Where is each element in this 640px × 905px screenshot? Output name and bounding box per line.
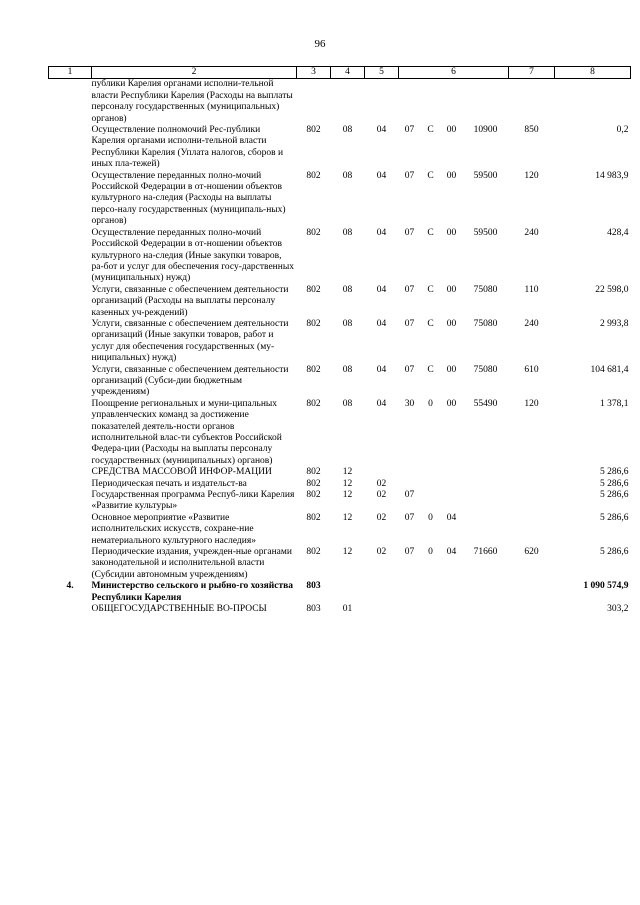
header-cell: 1	[49, 67, 92, 79]
row-number	[49, 513, 92, 547]
subprogram-code	[421, 604, 441, 615]
row-number	[49, 228, 92, 285]
subsection-code: 02	[376, 547, 387, 558]
expense-type-code	[509, 479, 555, 490]
subsection-code: 02	[376, 490, 387, 501]
section-code	[331, 581, 365, 604]
section-code: 08	[342, 398, 353, 409]
expense-type-code	[509, 467, 555, 478]
section-code: 08	[342, 284, 353, 295]
row-number	[49, 490, 92, 513]
table-row	[49, 228, 631, 285]
subsection-code: 04	[376, 318, 387, 329]
section-code: 12	[342, 512, 353, 523]
subsection-code: 04	[376, 227, 387, 238]
program-code: 07	[404, 125, 415, 136]
direction-code: 59500	[473, 170, 498, 181]
table-row	[49, 490, 631, 513]
program-code: 07	[404, 170, 415, 181]
expense-type-code: 850	[524, 125, 539, 136]
table-row	[49, 467, 631, 478]
subprogram-code: 0	[428, 512, 433, 523]
table-row	[49, 125, 631, 171]
table-row	[49, 365, 631, 399]
row-name: ОБЩЕГОСУДАРСТВЕННЫЕ ВО-ПРОСЫ	[91, 604, 267, 615]
direction-code	[463, 467, 509, 478]
header-row	[49, 67, 631, 79]
row-number	[49, 479, 92, 490]
amount: 428,4	[607, 227, 629, 238]
expense-type-code	[509, 79, 555, 125]
expense-type-code	[509, 604, 555, 615]
direction-code	[463, 79, 509, 125]
row-number	[49, 171, 92, 228]
row-number	[49, 467, 92, 478]
program-code	[399, 581, 421, 604]
section-code: 01	[342, 604, 353, 615]
row-name: Поощрение региональных и муни-ципальных управленческих команд за достижение показателей деятель-ности органов исполнительной влас-ти субъектов Российской Федера-ции (Расходы на выплаты персоналу государственных (муниципальных) органов)	[91, 398, 282, 466]
row-number	[49, 125, 92, 171]
section-code: 12	[342, 467, 353, 478]
row-name: Услуги, связанные с обеспечением деятельности организаций (Расходы на выплаты персоналу казенных уч-реждений)	[91, 284, 289, 318]
row-number	[49, 399, 92, 467]
table-row	[49, 285, 631, 319]
program-code: 07	[404, 227, 415, 238]
header-cell: 5	[365, 67, 399, 79]
admin-code: 802	[306, 398, 321, 409]
amount	[555, 79, 631, 125]
expense-type-code: 120	[524, 398, 539, 409]
header-cell: 6	[399, 67, 509, 79]
program-code: 07	[404, 284, 415, 295]
amount: 303,2	[607, 604, 629, 615]
program-code: 30	[404, 398, 415, 409]
activity-code	[441, 490, 463, 513]
row-number	[49, 319, 92, 365]
subprogram-code: С	[427, 364, 434, 375]
section-code: 08	[342, 364, 353, 375]
direction-code: 55490	[473, 398, 498, 409]
expense-type-code	[509, 513, 555, 547]
amount: 5 286,6	[600, 490, 629, 501]
section-code	[331, 79, 365, 125]
subprogram-code	[421, 581, 441, 604]
table-row	[49, 319, 631, 365]
amount: 1 090 574,9	[583, 581, 629, 592]
header-cell: 7	[509, 67, 555, 79]
admin-code: 802	[306, 512, 321, 523]
direction-code: 75080	[473, 318, 498, 329]
amount: 1 378,1	[600, 398, 629, 409]
amount: 5 286,6	[600, 547, 629, 558]
row-name: Периодические издания, учрежден-ные органами законодательной и исполнительной власти (Субсидии автономным учреждениям)	[91, 547, 292, 580]
amount: 104 681,4	[590, 364, 629, 375]
section-code: 08	[342, 318, 353, 329]
subprogram-code: С	[427, 125, 434, 136]
row-name: Министерство сельского и рыбно-го хозяйства Республики Карелия	[91, 581, 293, 603]
header-cell: 4	[331, 67, 365, 79]
table-row	[49, 399, 631, 467]
expense-type-code: 620	[524, 547, 539, 558]
subsection-code: 02	[376, 512, 387, 523]
section-code: 08	[342, 227, 353, 238]
subprogram-code: С	[427, 227, 434, 238]
activity-code	[441, 79, 463, 125]
activity-code	[441, 581, 463, 604]
direction-code	[463, 513, 509, 547]
activity-code: 00	[446, 364, 457, 375]
admin-code: 802	[306, 318, 321, 329]
row-number	[49, 547, 92, 581]
table-row	[49, 581, 631, 604]
subsection-code: 02	[376, 478, 387, 489]
subsection-code: 04	[376, 398, 387, 409]
amount: 0,2	[616, 125, 629, 136]
direction-code	[463, 604, 509, 615]
section-code: 12	[342, 547, 353, 558]
admin-code: 803	[306, 581, 321, 592]
program-code: 07	[404, 547, 415, 558]
header-cell: 3	[297, 67, 331, 79]
admin-code: 802	[306, 284, 321, 295]
row-name: Периодическая печать и издательст-ва	[91, 478, 247, 489]
subprogram-code	[421, 467, 441, 478]
direction-code: 71660	[473, 547, 498, 558]
expense-type-code: 240	[524, 227, 539, 238]
table-row	[49, 547, 631, 581]
subprogram-code	[421, 79, 441, 125]
section-code: 12	[342, 478, 353, 489]
table-row	[49, 513, 631, 547]
activity-code: 00	[446, 398, 457, 409]
activity-code	[441, 479, 463, 490]
subsection-code: 04	[376, 170, 387, 181]
row-number	[49, 285, 92, 319]
subprogram-code	[421, 479, 441, 490]
program-code	[399, 479, 421, 490]
table-row	[49, 604, 631, 615]
direction-code	[463, 490, 509, 513]
subprogram-code: С	[427, 284, 434, 295]
subprogram-code: 0	[428, 547, 433, 558]
activity-code	[441, 467, 463, 478]
subsection-code: 04	[376, 284, 387, 295]
row-name: Государственная программа Респуб-лики Карелия «Развитие культуры»	[91, 490, 295, 512]
section-code: 08	[342, 170, 353, 181]
admin-code: 802	[306, 478, 321, 489]
page-number: 96	[314, 38, 326, 50]
activity-code: 00	[446, 170, 457, 181]
row-name: Услуги, связанные с обеспечением деятельности организаций (Иные закупки товаров, работ и услуг для обеспечения государственных (му-ниципальных) нужд)	[91, 318, 289, 364]
admin-code: 802	[306, 467, 321, 478]
activity-code: 00	[446, 125, 457, 136]
budget-table	[48, 66, 631, 616]
activity-code	[441, 604, 463, 615]
subprogram-code: 0	[428, 398, 433, 409]
amount: 5 286,6	[600, 478, 629, 489]
direction-code: 10900	[473, 125, 498, 136]
header-cell: 8	[555, 67, 631, 79]
activity-code: 00	[446, 318, 457, 329]
activity-code: 00	[446, 284, 457, 295]
admin-code: 802	[306, 227, 321, 238]
subsection-code	[365, 581, 399, 604]
row-name: Осуществление переданных полно-мочий Российской Федерации в от-ношении объектов культурного на-следия (Иные закупки товаров, ра-бот и услуг для обеспечения госу-дарственных (муниципальных) нужд)	[91, 227, 294, 284]
amount: 2 993,8	[600, 318, 629, 329]
header-cell: 2	[92, 67, 297, 79]
subprogram-code: С	[427, 318, 434, 329]
program-code: 07	[404, 512, 415, 523]
program-code	[399, 467, 421, 478]
amount: 22 598,0	[595, 284, 629, 295]
admin-code: 802	[306, 364, 321, 375]
program-code: 07	[404, 364, 415, 375]
expense-type-code: 240	[524, 318, 539, 329]
section-code: 08	[342, 125, 353, 136]
row-name: Осуществление переданных полно-мочий Российской Федерации в от-ношении объектов культурного на-следия (Расходы на выплаты персо-налу государственных (муниципаль-ных) органов)	[91, 170, 286, 227]
direction-code: 75080	[473, 364, 498, 375]
row-number: 4.	[66, 581, 74, 592]
row-name: Основное мероприятие «Развитие исполнительских искусств, сохране-ние нематериального культурного наследия»	[91, 512, 256, 546]
amount: 14 983,9	[595, 170, 629, 181]
program-code	[399, 79, 421, 125]
subprogram-code: С	[427, 170, 434, 181]
direction-code: 59500	[473, 227, 498, 238]
activity-code: 00	[446, 227, 457, 238]
program-code	[399, 604, 421, 615]
subsection-code: 04	[376, 364, 387, 375]
subsection-code	[365, 604, 399, 615]
subsection-code: 04	[376, 125, 387, 136]
section-code: 12	[342, 490, 353, 501]
amount: 5 286,6	[600, 512, 629, 523]
expense-type-code	[509, 490, 555, 513]
expense-type-code: 120	[524, 170, 539, 181]
direction-code	[463, 581, 509, 604]
activity-code: 04	[446, 547, 457, 558]
admin-code: 803	[306, 604, 321, 615]
admin-code	[297, 79, 331, 125]
row-name: Услуги, связанные с обеспечением деятельности организаций (Субси-дии бюджетным учреждениям)	[91, 364, 289, 398]
expense-type-code: 110	[524, 284, 539, 295]
row-number	[49, 79, 92, 125]
table-row	[49, 79, 631, 125]
table-row	[49, 479, 631, 490]
activity-code: 04	[446, 512, 457, 523]
admin-code: 802	[306, 125, 321, 136]
program-code: 07	[404, 490, 415, 501]
row-name: публики Карелия органами исполни-тельной власти Республики Карелия (Расходы на выплаты персоналу государственных (муниципальных) органов)	[91, 79, 293, 124]
admin-code: 802	[306, 490, 321, 501]
direction-code	[463, 479, 509, 490]
row-number	[49, 604, 92, 615]
direction-code: 75080	[473, 284, 498, 295]
row-name: СРЕДСТВА МАССОВОЙ ИНФОР-МАЦИИ	[91, 467, 272, 478]
expense-type-code	[509, 581, 555, 604]
admin-code: 802	[306, 170, 321, 181]
subprogram-code	[421, 490, 441, 513]
program-code: 07	[404, 318, 415, 329]
expense-type-code: 610	[524, 364, 539, 375]
subsection-code	[365, 79, 399, 125]
row-number	[49, 365, 92, 399]
row-name: Осуществление полномочий Рес-публики Карелия органами исполни-тельной власти Республики Карелия (Уплата налогов, сборов и иных пла-тежей)	[91, 125, 284, 170]
subsection-code	[365, 467, 399, 478]
admin-code: 802	[306, 547, 321, 558]
amount: 5 286,6	[600, 467, 629, 478]
table-row	[49, 171, 631, 228]
